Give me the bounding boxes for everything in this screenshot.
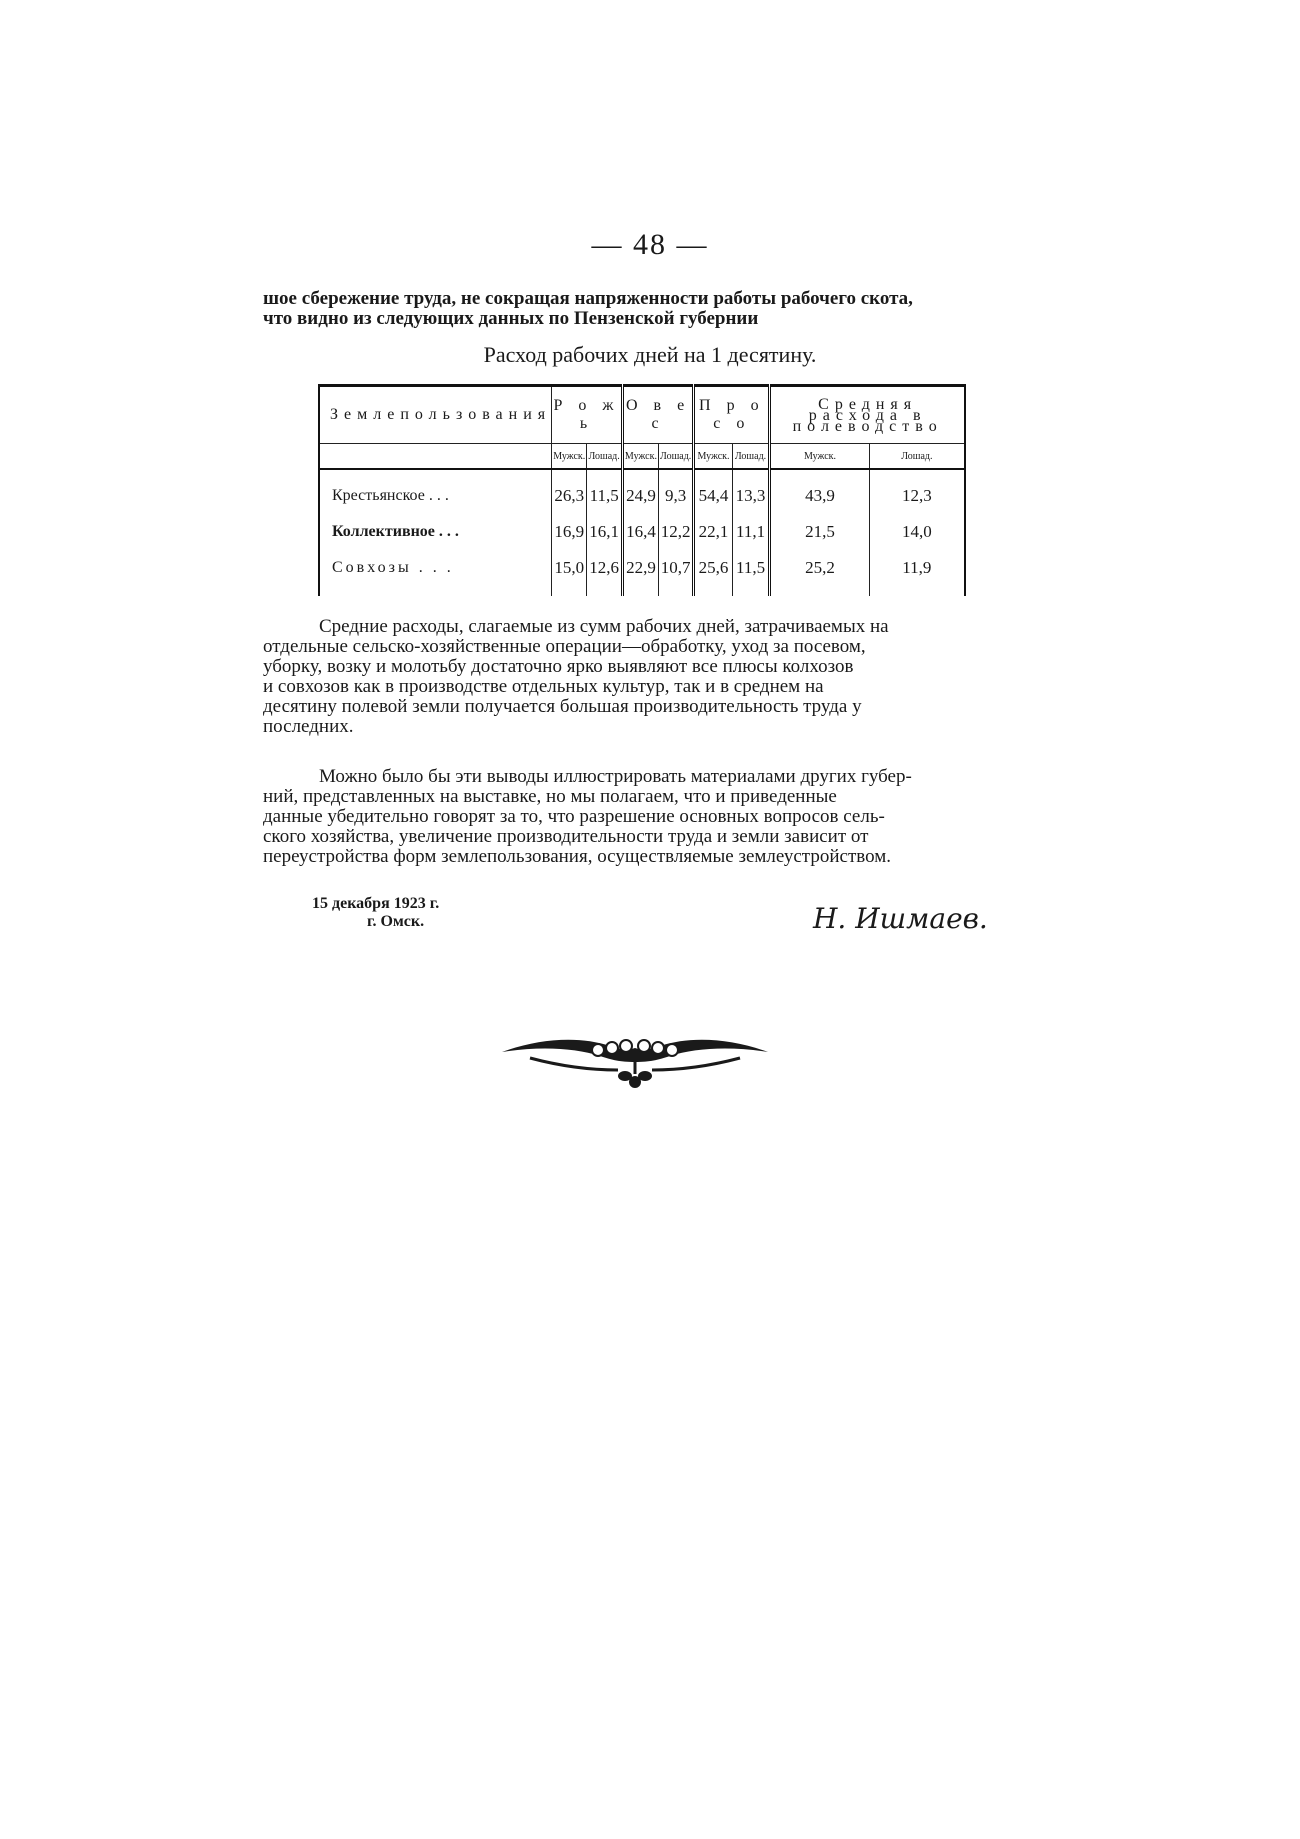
paragraph-line: десятину полевой земли получается большая производительность труда у (263, 696, 862, 717)
table-cell: 9,3 (659, 469, 694, 514)
table-cell: 26,3 (552, 469, 587, 514)
table-cell: 24,9 (622, 469, 658, 514)
table-cell: 16,9 (552, 514, 587, 550)
group-header-rye: Р о ж ь (552, 386, 623, 444)
group-header-average: Средняя расхода в полеводство (770, 386, 965, 444)
subheader-horses: Лошад. (659, 444, 694, 470)
table-cell: 22,1 (694, 514, 732, 550)
paragraph-line: последних. (263, 716, 354, 737)
table-cell: 12,3 (869, 469, 965, 514)
table-cell: 14,0 (869, 514, 965, 550)
table-cell: 25,6 (694, 550, 732, 596)
table-row (319, 514, 965, 550)
table-cell: 11,5 (587, 469, 623, 514)
group-header-millet: П р о с о (694, 386, 770, 444)
row-label: Коллективное . . . (319, 514, 552, 550)
row-label: Крестьянское . . . (319, 469, 552, 514)
table-row (319, 550, 965, 596)
subheader-men: Мужск. (694, 444, 732, 470)
lead-line: шое сбережение труда, не сокращая напряженности работы рабочего скота, (263, 288, 913, 309)
paragraph-averages (263, 617, 1023, 737)
subheader-men: Мужск. (770, 444, 869, 470)
table-cell: 10,7 (659, 550, 694, 596)
subheader-men: Мужск. (622, 444, 658, 470)
date-line: 15 декабря 1923 г. (312, 895, 440, 912)
labor-days-table (318, 384, 966, 596)
paragraph-line: Средние расходы, слагаемые из сумм рабочих дней, затрачиваемых на (319, 616, 889, 637)
subheader-men: Мужск. (552, 444, 587, 470)
date-place-block (312, 895, 439, 931)
table-cell: 21,5 (770, 514, 869, 550)
table-row (319, 469, 965, 514)
table-title: Расход рабочих дней на 1 десятину. (483, 342, 817, 367)
row-label: Совхозы . . . (319, 550, 552, 596)
table-group-header-row (319, 386, 965, 444)
subheader-horses: Лошад. (587, 444, 623, 470)
lead-line: что видно из следующих данных по Пензенской губернии (263, 308, 759, 329)
author-signature: Н. Ишмаев. (813, 902, 988, 935)
table-cell: 11,5 (732, 550, 770, 596)
row-header: Землепользования (319, 386, 552, 444)
group-header-oats: О в е с (622, 386, 693, 444)
table-cell: 12,6 (587, 550, 623, 596)
paragraph-line: уборку, возку и молотьбу достаточно ярко выявляют все плюсы колхозов (263, 656, 854, 677)
table-cell: 11,9 (869, 550, 965, 596)
paragraph-line: и совхозов как в производстве отдельных культур, так и в среднем на (263, 676, 824, 697)
table-cell: 16,1 (587, 514, 623, 550)
table-cell: 43,9 (770, 469, 869, 514)
subheader-horses: Лошад. (732, 444, 770, 470)
paragraph-line: ний, представленных на выставке, но мы полагаем, что и приведенные (263, 786, 837, 807)
page-number: — 48 — (591, 228, 709, 261)
paragraph-line: ского хозяйства, увеличение производительности труда и земли зависит от (263, 826, 869, 847)
table-cell: 12,2 (659, 514, 694, 550)
table-cell: 16,4 (622, 514, 658, 550)
lead-text (263, 289, 1023, 329)
paragraph-line: переустройства форм землепользования, осуществляемые землеустройством. (263, 846, 892, 867)
subheader-horses: Лошад. (869, 444, 965, 470)
paragraph-line: отдельные сельско-хозяйственные операции—обработку, уход за посевом, (263, 636, 866, 657)
floral-vignette-icon (500, 1030, 770, 1090)
table-cell: 13,3 (732, 469, 770, 514)
paragraph-line: Можно было бы эти выводы иллюстрировать материалами других губер- (319, 766, 912, 787)
table-cell: 22,9 (622, 550, 658, 596)
paragraph-line: данные убедительно говорят за то, что разрешение основных вопросов сель- (263, 806, 885, 827)
table-cell: 25,2 (770, 550, 869, 596)
table-subheader-row (319, 444, 965, 470)
paragraph-conclusion (263, 767, 1023, 867)
subheader-blank (319, 444, 552, 470)
table-cell: 54,4 (694, 469, 732, 514)
city-line: г. Омск. (367, 913, 425, 930)
table-cell: 11,1 (732, 514, 770, 550)
table-cell: 15,0 (552, 550, 587, 596)
